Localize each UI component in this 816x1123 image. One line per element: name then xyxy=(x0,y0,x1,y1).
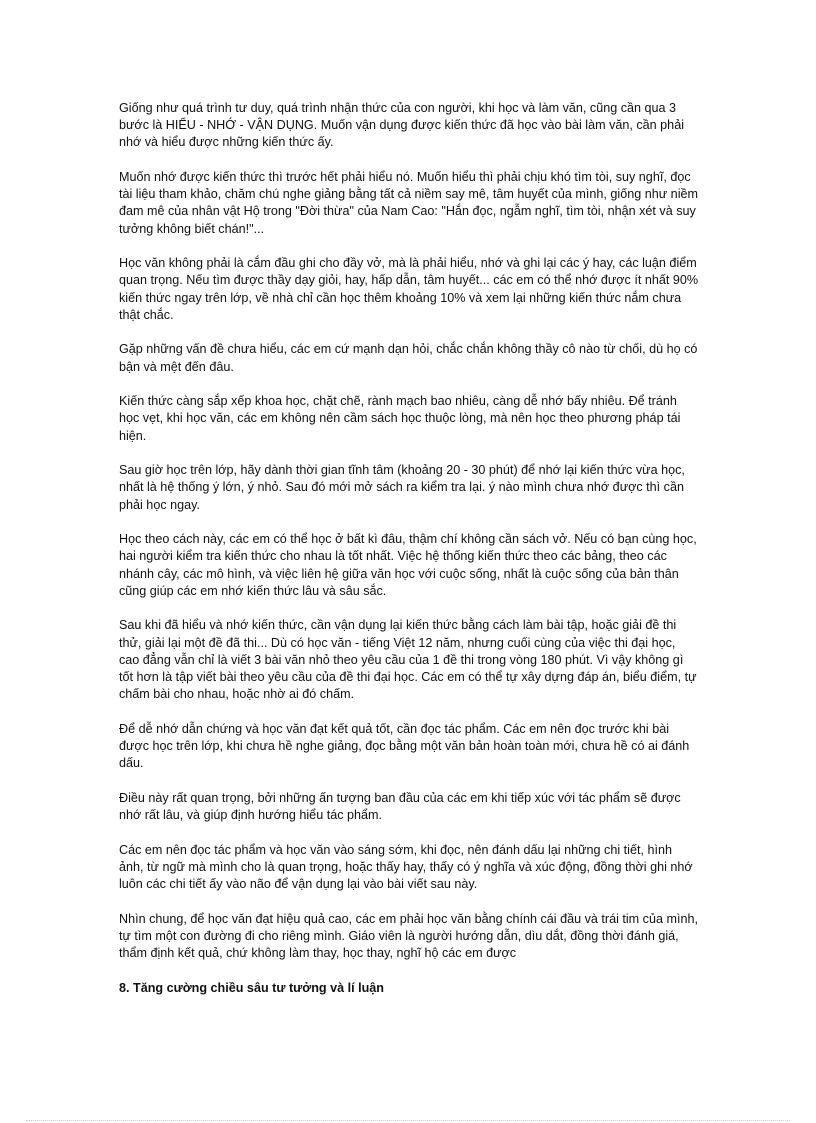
paragraph: Các em nên đọc tác phẩm và học văn vào sáng sớm, khi đọc, nên đánh dấu lại những chi tiết, hình ảnh, từ ngữ mà mình cho là quan trọng, hoặc thấy hay, thấy có ý nghĩa và xúc động, đồng thời ghi nhớ luôn các chi tiết ấy vào não để vận dụng lại vào bài viết sau này. xyxy=(119,842,693,892)
paragraph: Điều này rất quan trọng, bởi những ấn tượng ban đầu của các em khi tiếp xúc với tác phẩm sẽ được nhớ rất lâu, và giúp định hướng hiểu tác phẩm. xyxy=(119,790,681,823)
paragraph: Học theo cách này, các em có thể học ở bất kì đâu, thậm chí không cần sách vở. Nếu có bạn cùng học, hai người kiểm tra kiến thức cho nhau là tốt nhất. Việc hệ thống kiến thức theo các bảng, theo các nhánh cây, các mô hình, và việc liên hệ giữa văn học với cuộc sống, nhất là cuộc sống của bản thân cũng giúp các em nhớ kiến thức lâu và sâu sắc. xyxy=(119,532,697,598)
page-bottom-divider xyxy=(26,1120,790,1121)
section-heading: 8. Tăng cường chiều sâu tư tưởng và lí luận xyxy=(119,980,384,995)
paragraph: Giống như quá trình tư duy, quá trình nhận thức của con người, khi học và làm văn, cũng cần qua 3 bước là HIỂU - NHỚ - VẬN DỤNG. Muốn vận dụng được kiến thức đã học vào bài làm văn, cần phải nhớ và hiểu được những kiến thức ấy. xyxy=(119,101,684,150)
paragraph: Muốn nhớ được kiến thức thì trước hết phải hiểu nó. Muốn hiểu thì phải chịu khó tìm tòi, suy nghĩ, đọc tài liệu tham khảo, chăm chú nghe giảng bằng tất cả niềm say mê, tâm huyết của mình, giống như niềm đam mê của nhân vật Hộ trong "Đời thừa" của Nam Cao: "Hắn đọc, ngẫm nghĩ, tìm tòi, nhận xét và suy tưởng không biết chán!"... xyxy=(119,170,698,236)
document-body xyxy=(119,100,699,997)
paragraph: Sau khi đã hiểu và nhớ kiến thức, cần vận dụng lại kiến thức bằng cách làm bài tập, hoặc giải đề thi thử, giải lại một đề đã thi... Dù có học văn - tiếng Việt 12 năm, nhưng cuối cùng của việc thi đại học, cao đẳng vẫn chỉ là viết 3 bài văn nhỏ theo yêu cầu của 1 đề thi trong vòng 180 phút. Vì vậy không gì tốt hơn là tập viết bài theo yêu cầu của đề thi đại học. Các em có thể tự xây dựng đáp án, biểu điểm, tự chấm bài cho nhau, hoặc nhờ ai đó chấm. xyxy=(119,618,697,702)
paragraph: Gặp những vấn đề chưa hiểu, các em cứ mạnh dạn hỏi, chắc chắn không thầy cô nào từ chối, dù họ có bận và mệt đến đâu. xyxy=(119,342,698,374)
paragraph: Nhìn chung, để học văn đạt hiệu quả cao, các em phải học văn bằng chính cái đầu và trái tim của mình, tự tìm một con đường đi cho riêng mình. Giáo viên là người hướng dẫn, dìu dắt, đồng thời đánh giá, thẩm định kết quả, chứ không làm thay, học thay, nghĩ hộ các em được xyxy=(119,911,698,961)
paragraph: Sau giờ học trên lớp, hãy dành thời gian tĩnh tâm (khoảng 20 - 30 phút) để nhớ lại kiến thức vừa học, nhất là hệ thống ý lớn, ý nhỏ. Sau đó mới mở sách ra kiểm tra lại. ý nào mình chưa nhớ được thì cần phải học ngay. xyxy=(119,463,685,512)
paragraph: Học văn không phải là cắm đầu ghi cho đầy vở, mà là phải hiểu, nhớ và ghi lại các ý hay, các luận điểm quan trọng. Nếu tìm được thầy dạy giỏi, hay, hấp dẫn, tâm huyết... các em có thể nhớ được ít nhất 90% kiến thức ngay trên lớp, về nhà chỉ cần học thêm khoảng 10% và xem lại những kiến thức nắm chưa thật chắc. xyxy=(119,256,699,322)
paragraph: Kiến thức càng sắp xếp khoa học, chặt chẽ, rành mạch bao nhiêu, càng dễ nhớ bấy nhiêu. Để tránh học vẹt, khi học văn, các em không nên cầm sách học thuộc lòng, mà nên học theo phương pháp tái hiện. xyxy=(119,394,681,443)
paragraph: Để dễ nhớ dẫn chứng và học văn đạt kết quả tốt, cần đọc tác phẩm. Các em nên đọc trước khi bài được học trên lớp, khi chưa hề nghe giảng, đọc bằng một văn bản hoàn toàn mới, chưa hề có ai đánh dấu. xyxy=(119,721,690,771)
